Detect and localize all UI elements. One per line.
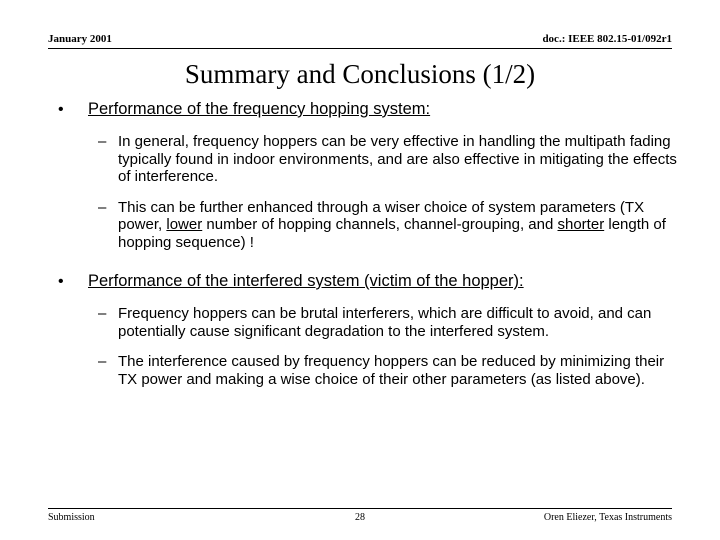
section-spacer <box>48 251 678 271</box>
footer-page-number: 28 <box>355 512 365 523</box>
header-doc-reference: doc.: IEEE 802.15-01/092r1 <box>542 33 672 45</box>
bullet-level1 <box>48 271 678 292</box>
dash-marker-icon: – <box>98 133 107 150</box>
dash-marker-icon: – <box>98 305 107 322</box>
header-divider <box>48 48 672 49</box>
slide-body <box>48 99 678 388</box>
dash-marker-icon: – <box>98 353 107 370</box>
header-date: January 2001 <box>48 33 112 45</box>
bullet-level1-text: Performance of the interfered system (victim of the hopper): <box>88 272 524 290</box>
bullet-level2-text <box>118 199 678 252</box>
bullet-level2-text <box>118 133 678 186</box>
text-segment-underlined: shorter <box>557 216 605 233</box>
bullet-marker-icon: • <box>58 101 64 118</box>
bullet-level1 <box>48 99 678 120</box>
footer-divider <box>48 508 672 509</box>
bullet-level1-text: Performance of the frequency hopping system: <box>88 100 431 118</box>
bullet-level2 <box>48 133 678 186</box>
bullet-level2 <box>48 199 678 252</box>
slide-header <box>48 33 672 49</box>
bullet-level2 <box>48 353 678 388</box>
slide-footer <box>48 511 672 527</box>
text-segment: The interference caused by frequency hoppers can be reduced by minimizing their TX power and making a wise choice of their other parameters (as listed above). <box>118 353 665 388</box>
bullet-level2-text <box>118 353 678 388</box>
text-segment: number of hopping channels, channel-grouping, and <box>202 216 558 233</box>
text-segment: length of hopping sequence) ! <box>118 216 666 251</box>
bullet-level2-text <box>118 305 678 340</box>
dash-marker-icon: – <box>98 198 107 216</box>
slide-title: Summary and Conclusions (1/2) <box>184 59 536 89</box>
bullet-marker-icon: • <box>58 273 64 290</box>
text-segment-underlined: lower <box>166 216 203 233</box>
text-segment: In general, frequency hoppers can be very effective in handling the multipath fading typically found in indoor environments, and are also effective in mitigating the effects of interference. <box>118 133 677 185</box>
footer-submission-label: Submission <box>48 512 95 523</box>
bullet-level2 <box>48 305 678 340</box>
text-segment: Frequency hoppers can be brutal interferers, which are difficult to avoid, and can potentially cause significant degradation to the interfered system. <box>118 305 652 340</box>
footer-author: Oren Eliezer, Texas Instruments <box>543 512 672 523</box>
text-segment: This can be further enhanced through a wiser choice of system parameters (TX power, <box>118 198 645 233</box>
